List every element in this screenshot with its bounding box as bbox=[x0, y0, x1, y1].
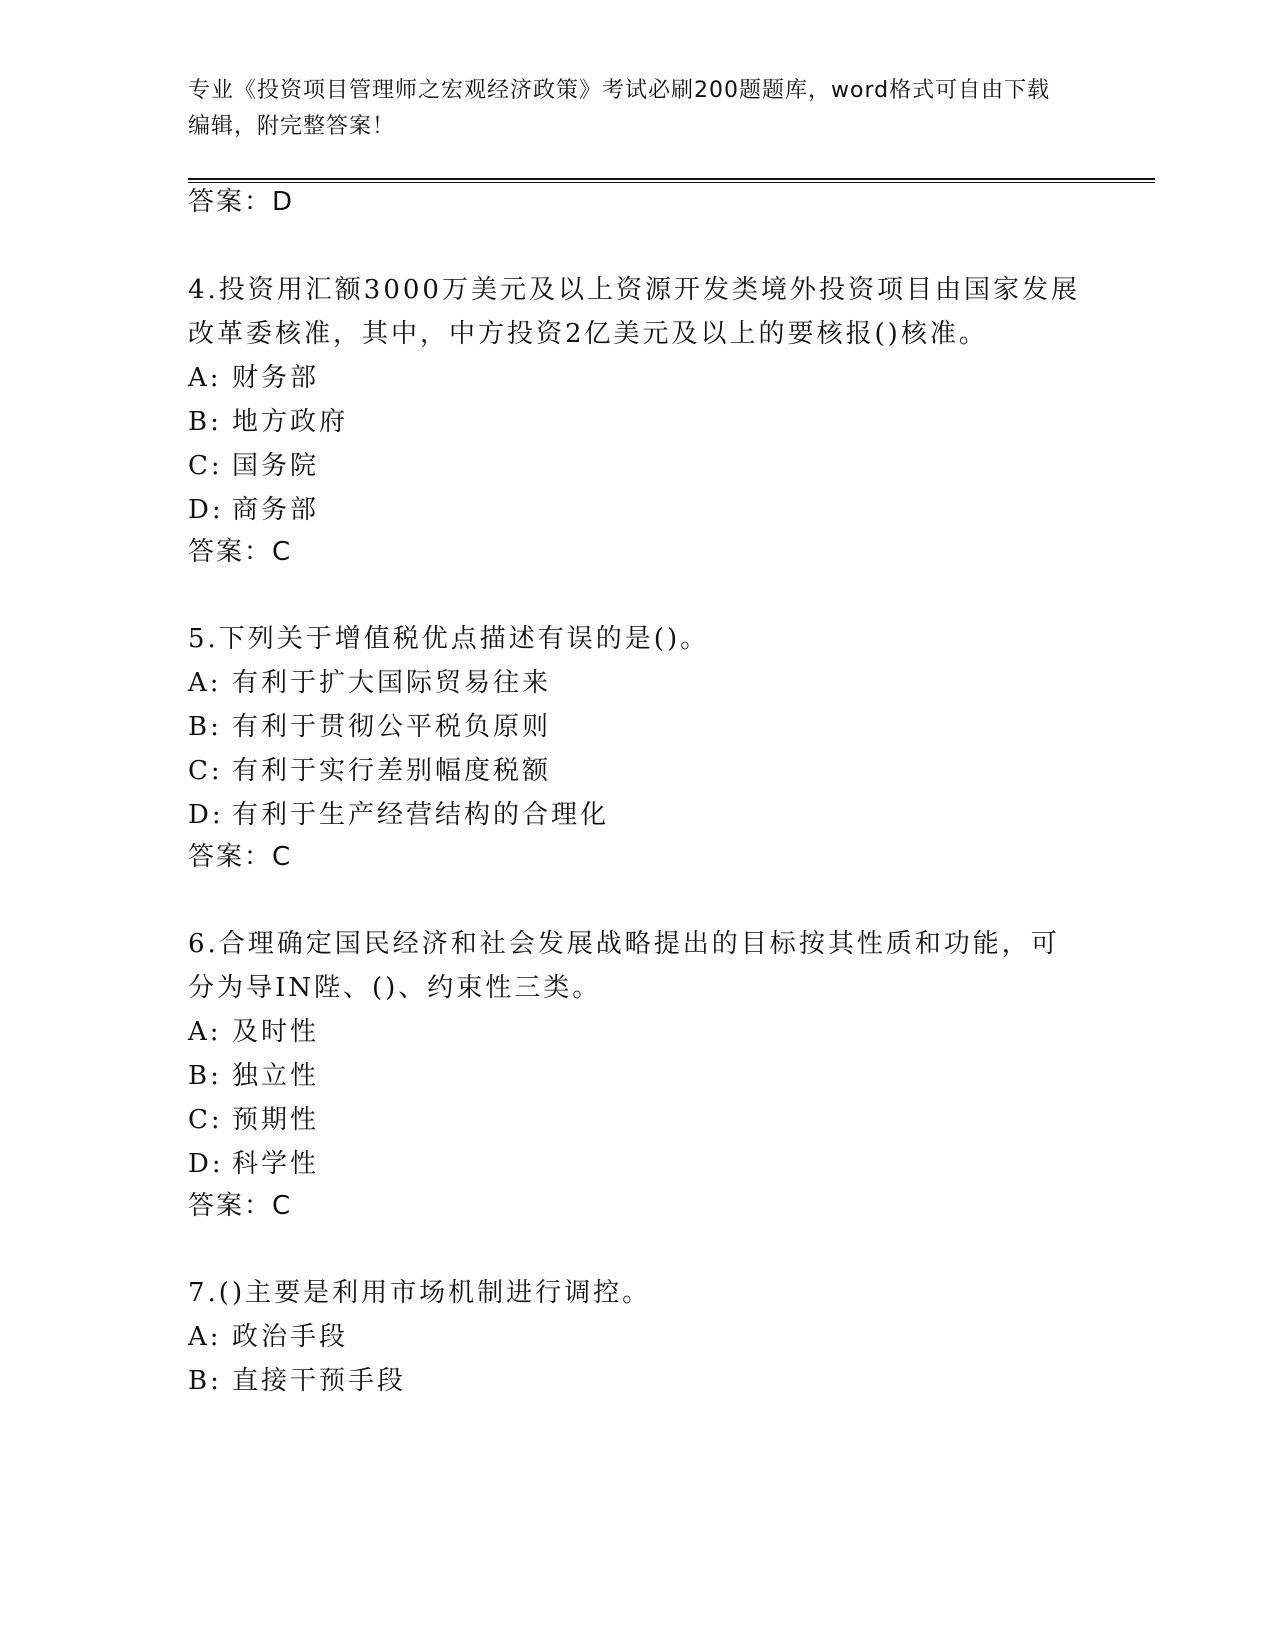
question-6-answer: 答案：C bbox=[188, 1191, 293, 1221]
option-key: D: bbox=[188, 1149, 224, 1179]
option-text: 预期性 bbox=[232, 1105, 320, 1135]
question-4-stem-line-2: 改革委核准，其中，中方投资2亿美元及以上的要核报()核准。 bbox=[188, 319, 988, 349]
question-6-option-a bbox=[188, 1015, 319, 1049]
header-divider bbox=[188, 178, 1155, 183]
option-key: B: bbox=[188, 407, 222, 437]
option-text: 商务部 bbox=[232, 495, 320, 525]
option-text: 有利于实行差别幅度税额 bbox=[232, 756, 552, 786]
option-key: A: bbox=[188, 668, 222, 698]
option-text: 有利于贯彻公平税负原则 bbox=[232, 712, 552, 742]
question-6-option-c bbox=[188, 1103, 319, 1137]
document-header: 专业《投资项目管理师之宏观经济政策》考试必刷200题题库，word格式可自由下载编辑，附完整答案！ bbox=[188, 78, 1051, 139]
option-key: A: bbox=[188, 1322, 222, 1352]
option-text: 国务院 bbox=[232, 451, 320, 481]
option-key: B: bbox=[188, 1061, 222, 1091]
option-key: D: bbox=[188, 495, 224, 525]
question-7-stem-line-1: 7.()主要是利用市场机制进行调控。 bbox=[188, 1278, 652, 1308]
option-key: C: bbox=[188, 451, 223, 481]
question-6-option-b bbox=[188, 1059, 319, 1093]
option-text: 独立性 bbox=[232, 1061, 320, 1091]
option-key: D: bbox=[188, 800, 224, 830]
option-text: 科学性 bbox=[232, 1149, 320, 1179]
option-key: B: bbox=[188, 712, 222, 742]
option-key: A: bbox=[188, 1017, 222, 1047]
question-5-answer: 答案：C bbox=[188, 842, 293, 872]
option-text: 地方政府 bbox=[232, 407, 349, 437]
answer-line: 答案：D bbox=[188, 187, 295, 217]
question-5-option-b bbox=[188, 710, 551, 744]
question-6-stem-line-1: 6.合理确定国民经济和社会发展战略提出的目标按其性质和功能，可 bbox=[188, 929, 1060, 959]
question-5-option-d bbox=[188, 798, 609, 832]
option-text: 及时性 bbox=[232, 1017, 320, 1047]
question-4-option-c bbox=[188, 449, 319, 483]
question-5-stem-line-1: 5.下列关于增值税优点描述有误的是()。 bbox=[188, 624, 710, 654]
option-text: 直接干预手段 bbox=[232, 1366, 407, 1396]
option-text: 政治手段 bbox=[232, 1322, 349, 1352]
question-4-option-d bbox=[188, 493, 319, 527]
option-text: 有利于扩大国际贸易往来 bbox=[232, 668, 552, 698]
option-key: A: bbox=[188, 363, 222, 393]
question-5-option-a bbox=[188, 666, 551, 700]
option-text: 有利于生产经营结构的合理化 bbox=[232, 800, 610, 830]
question-6-option-d bbox=[188, 1147, 319, 1181]
option-key: B: bbox=[188, 1366, 222, 1396]
question-6-stem-line-2: 分为导IN陛、()、约束性三类。 bbox=[188, 973, 602, 1003]
option-text: 财务部 bbox=[232, 363, 320, 393]
option-key: C: bbox=[188, 1105, 223, 1135]
question-4-option-b bbox=[188, 405, 348, 439]
question-7-option-a bbox=[188, 1320, 348, 1354]
question-7-option-b bbox=[188, 1364, 406, 1398]
question-4-stem-line-1: 4.投资用汇额3000万美元及以上资源开发类境外投资项目由国家发展 bbox=[188, 275, 1080, 305]
option-key: C: bbox=[188, 756, 223, 786]
question-4-option-a bbox=[188, 361, 319, 395]
question-4-answer: 答案：C bbox=[188, 537, 293, 567]
question-5-option-c bbox=[188, 754, 551, 788]
